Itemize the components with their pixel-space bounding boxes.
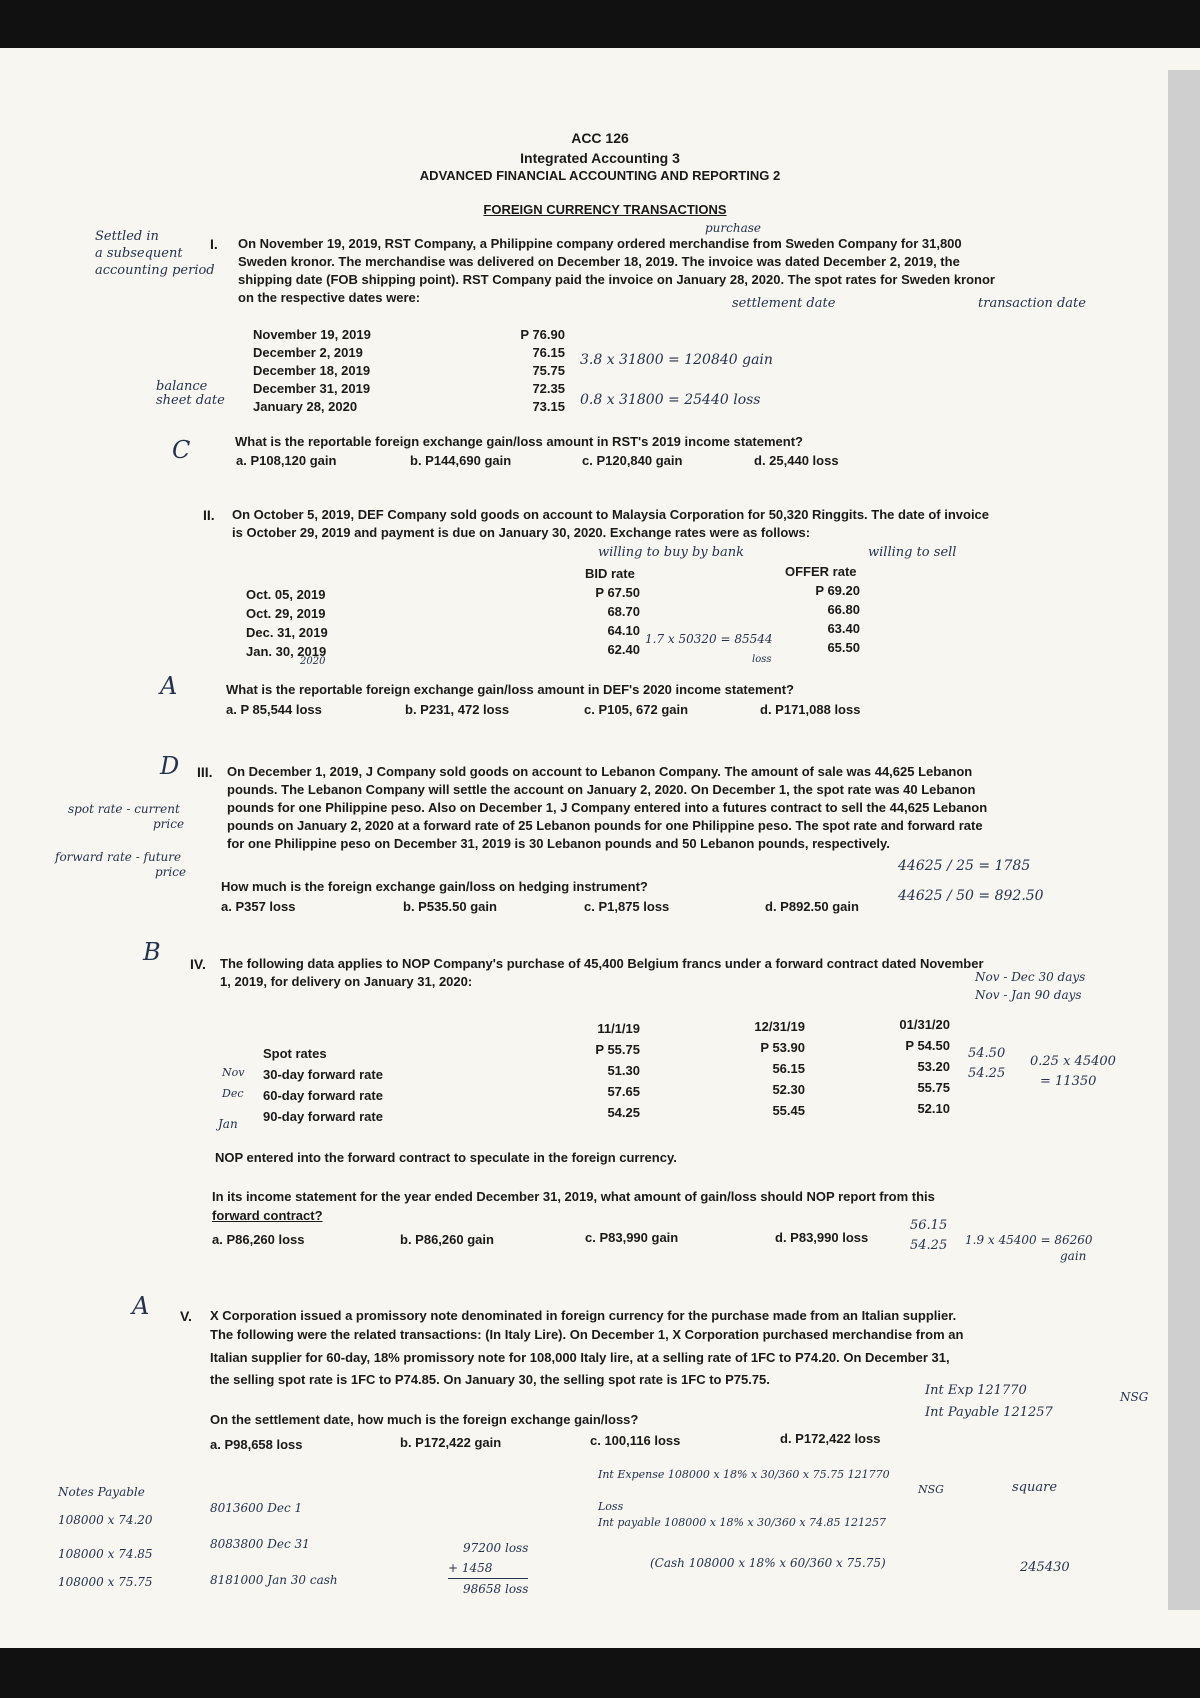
q3-line: for one Philippine peso on December 31, 2019 is 30 Lebanon pounds and 50 Lebanon pounds, respectively.: [227, 836, 890, 851]
q5-choice-c[interactable]: c. 100,116 loss: [590, 1433, 681, 1448]
q4-cell: 54.25: [607, 1105, 640, 1120]
q1-choice-d[interactable]: d. 25,440 loss: [754, 453, 839, 468]
page-edge: [1168, 70, 1200, 1610]
q2-choice-c[interactable]: c. P105, 672 gain: [584, 702, 689, 717]
q4-days-note-2: Nov - Jan 90 days: [975, 988, 1082, 1002]
q5-cash-calc: (Cash 108000 x 18% x 60/360 x 75.75): [650, 1556, 886, 1570]
q2-loss-note: loss: [752, 654, 772, 665]
q5-nsg-note: NSG: [1120, 1390, 1149, 1404]
q1-choice-b[interactable]: b. P144,690 gain: [410, 453, 512, 468]
q1-line: On November 19, 2019, RST Company, a Philippine company ordered merchandise from Sweden Company for 31,800: [238, 236, 962, 251]
q1-date: November 19, 2019: [253, 327, 371, 342]
q4-row-label: 30-day forward rate: [263, 1067, 383, 1082]
q4-choice-d[interactable]: d. P83,990 loss: [775, 1230, 869, 1245]
q2-number: II.: [203, 507, 215, 523]
topic-heading: FOREIGN CURRENCY TRANSACTIONS: [483, 202, 727, 217]
q5-choice-a[interactable]: a. P98,658 loss: [210, 1437, 303, 1452]
q1-purchase-note: purchase: [705, 221, 762, 235]
q4-calc-1: 54.50 54.25: [968, 1046, 1006, 1081]
q5-choice-d[interactable]: d. P172,422 loss: [780, 1431, 881, 1446]
course-code: ACC 126: [571, 130, 629, 146]
q4-question-line: forward contract?: [212, 1208, 323, 1223]
q1-rate: 72.35: [532, 381, 565, 396]
q2-choice-b[interactable]: b. P231, 472 loss: [405, 702, 510, 717]
q2-offer: 65.50: [827, 640, 860, 655]
q4-question-line: In its income statement for the year ended December 31, 2019, what amount of gain/loss should NOP report from this: [212, 1189, 935, 1204]
q5-loss-label: Loss: [598, 1500, 624, 1513]
q4-cell: 55.45: [772, 1103, 805, 1118]
q1-date: December 31, 2019: [253, 381, 371, 396]
q2-offer: 66.80: [827, 602, 860, 617]
q4-line: The following data applies to NOP Company's purchase of 45,400 Belgium francs under a forward contract dated November: [220, 956, 984, 971]
q1-margin-note: Settled in a subsequent accounting period: [95, 229, 215, 278]
q3-choice-a[interactable]: a. P357 loss: [221, 899, 296, 914]
q5-note-values: 8013600 Dec 1 8083800 Dec 31 8181000 Jan 30 cash: [210, 1501, 338, 1587]
q3-calc-2: 44625 / 50 = 892.50: [898, 888, 1044, 904]
q4-calc-2: 56.15 54.25: [910, 1218, 948, 1253]
q2-offer: 63.40: [827, 621, 860, 636]
q4-cell: P 55.75: [595, 1042, 640, 1057]
q2-line: On October 5, 2019, DEF Company sold goods on account to Malaysia Corporation for 50,320 Ringgits. The date of invoice: [232, 507, 990, 522]
q3-choice-b[interactable]: b. P535.50 gain: [403, 899, 497, 914]
q1-date: December 18, 2019: [253, 363, 371, 378]
q2-date: Oct. 05, 2019: [246, 587, 326, 602]
course-title: Integrated Accounting 3: [520, 150, 680, 166]
q2-choice-a[interactable]: a. P 85,544 loss: [226, 702, 322, 717]
q4-col-header: 11/1/19: [597, 1021, 640, 1036]
q2-date: Jan. 30, 2019: [246, 644, 327, 659]
q4-cell: P 54.50: [905, 1038, 950, 1053]
q4-row-note: Jan: [218, 1117, 238, 1131]
q2-answer-mark: A: [160, 672, 178, 700]
q5-square-note: square: [1012, 1480, 1058, 1495]
q1-calc-loss: 0.8 x 31800 = 25440 loss: [580, 392, 761, 408]
q2-buy-note: willing to buy by bank: [598, 545, 745, 560]
q1-number: I.: [210, 236, 218, 252]
q1-rate: 73.15: [532, 399, 565, 414]
q4-choice-b[interactable]: b. P86,260 gain: [400, 1232, 494, 1247]
q4-cell: 57.65: [607, 1084, 640, 1099]
q5-line: Italian supplier for 60-day, 18% promissory note for 108,000 Italy lire, at a selling rate of 1FC to P74.20. On December 31,: [210, 1350, 950, 1365]
q4-days-note-1: Nov - Dec 30 days: [975, 970, 1086, 984]
q5-choice-b[interactable]: b. P172,422 gain: [400, 1435, 502, 1450]
q3-line: pounds. The Lebanon Company will settle the account on January 2, 2020. On December 1, the spot rate was 40 Lebanon: [227, 782, 976, 797]
q1-balance-note: balance sheet date: [156, 379, 225, 408]
q3-forward-note: forward rate - future price: [55, 850, 187, 879]
q2-bid: 64.10: [607, 623, 640, 638]
q5-number: V.: [180, 1308, 192, 1324]
q2-offer-header: OFFER rate: [785, 564, 857, 579]
q5-line: The following were the related transactions: (In Italy Lire). On December 1, X Corporation purchased merchandise from an: [210, 1327, 964, 1342]
q1-rate: P 76.90: [520, 327, 565, 342]
q5-question: On the settlement date, how much is the foreign exchange gain/loss?: [210, 1412, 639, 1427]
q2-bid-header: BID rate: [585, 566, 635, 581]
q4-col-header: 01/31/20: [899, 1017, 950, 1032]
q5-line: the selling spot rate is 1FC to P74.85. On January 30, the selling spot rate is 1FC to P75.75.: [210, 1372, 770, 1387]
q3-number: III.: [197, 764, 213, 780]
q4-line: 1, 2019, for delivery on January 31, 2020:: [220, 974, 473, 989]
q5-notes-payable: Notes Payable 108000 x 74.20 108000 x 74.85 108000 x 75.75: [58, 1485, 153, 1589]
q2-sell-note: willing to sell: [868, 545, 957, 560]
q1-rate: 75.75: [532, 363, 565, 378]
q2-bid: 68.70: [607, 604, 640, 619]
q4-choice-a[interactable]: a. P86,260 loss: [212, 1232, 305, 1247]
q1-settlement-note: settlement date: [732, 296, 836, 311]
q2-date: Oct. 29, 2019: [246, 606, 326, 621]
q5-loss-calc: 97200 loss + 1458 98658 loss: [448, 1538, 528, 1599]
q5-answer-mark: A: [132, 1292, 150, 1320]
q4-row-label: 60-day forward rate: [263, 1088, 383, 1103]
q5-int-expense-calc: Int Expense 108000 x 18% x 30/360 x 75.75 121770: [598, 1468, 890, 1481]
q4-cell: 55.75: [917, 1080, 950, 1095]
q5-line: X Corporation issued a promissory note denominated in foreign currency for the purchase made from an Italian supplier.: [210, 1308, 957, 1323]
q4-cell: 52.30: [772, 1082, 805, 1097]
q1-date: December 2, 2019: [253, 345, 363, 360]
q1-date: January 28, 2020: [253, 399, 358, 414]
q2-choice-d[interactable]: d. P171,088 loss: [760, 702, 861, 717]
q3-question: How much is the foreign exchange gain/loss on hedging instrument?: [221, 879, 648, 894]
q1-rate: 76.15: [532, 345, 565, 360]
q4-cell: 56.15: [772, 1061, 805, 1076]
q3-line: pounds for one Philippine peso. Also on December 1, J Company entered into a futures contract to sell the 44,625 Lebanon: [227, 800, 988, 815]
q3-answer-mark: D: [160, 752, 180, 780]
q1-answer-mark: C: [172, 436, 191, 464]
q5-nsg-note-2: NSG: [918, 1483, 944, 1496]
q3-choice-d[interactable]: d. P892.50 gain: [765, 899, 859, 914]
q4-note: NOP entered into the forward contract to speculate in the foreign currency.: [215, 1150, 677, 1165]
q1-line: Sweden kronor. The merchandise was delivered on December 18, 2019. The invoice was dated December 2, 2019, the: [238, 254, 960, 269]
q2-bid: P 67.50: [595, 585, 640, 600]
q2-date-note: 2020: [300, 656, 326, 667]
q5-total: 245430: [1020, 1560, 1070, 1575]
q2-question: What is the reportable foreign exchange gain/loss amount in DEF's 2020 income statement?: [226, 682, 794, 697]
q1-question: What is the reportable foreign exchange gain/loss amount in RST's 2019 income statement?: [235, 434, 803, 449]
course-subtitle: ADVANCED FINANCIAL ACCOUNTING AND REPORTING 2: [419, 168, 781, 183]
q3-spot-note: spot rate - current price: [68, 802, 185, 831]
q1-choice-a[interactable]: a. P108,120 gain: [236, 453, 337, 468]
q4-row-label: 90-day forward rate: [263, 1109, 383, 1124]
q4-row-label: Spot rates: [263, 1046, 327, 1061]
q3-choice-c[interactable]: c. P1,875 loss: [584, 899, 670, 914]
q2-calc: 1.7 x 50320 = 85544: [645, 632, 773, 646]
q3-line: pounds on January 2, 2020 at a forward rate of 25 Lebanon pounds for one Philippine peso. The spot rate and forward rate: [227, 818, 983, 833]
q4-calc-1b: 0.25 x 45400 = 11350: [1030, 1054, 1116, 1089]
q2-date: Dec. 31, 2019: [246, 625, 328, 640]
q5-interest-note: Int Exp 121770 Int Payable 121257: [925, 1383, 1053, 1420]
q1-choice-c[interactable]: c. P120,840 gain: [582, 453, 683, 468]
q1-transaction-note: transaction date: [978, 296, 1086, 311]
q4-col-header: 12/31/19: [754, 1019, 805, 1034]
q4-answer-mark: B: [143, 938, 161, 966]
q2-offer: P 69.20: [815, 583, 860, 598]
q5-int-payable-calc: Int payable 108000 x 18% x 30/360 x 74.85 121257: [598, 1516, 886, 1529]
q3-calc-1: 44625 / 25 = 1785: [898, 858, 1031, 874]
q4-row-note: Dec: [222, 1087, 244, 1100]
q4-cell: 53.20: [917, 1059, 950, 1074]
q1-line: shipping date (FOB shipping point). RST Company paid the invoice on January 28, 2020. The spot rates for Sweden kronor: [238, 272, 995, 287]
q4-calc-2b: 1.9 x 45400 = 86260 gain: [965, 1233, 1093, 1263]
q4-choice-c[interactable]: c. P83,990 gain: [585, 1230, 679, 1245]
q2-line: is October 29, 2019 and payment is due on January 30, 2020. Exchange rates were as follows:: [232, 525, 811, 540]
q4-cell: 52.10: [917, 1101, 950, 1116]
q4-cell: P 53.90: [760, 1040, 805, 1055]
q1-line: on the respective dates were:: [238, 290, 421, 305]
q4-cell: 51.30: [607, 1063, 640, 1078]
q4-number: IV.: [190, 956, 206, 972]
q1-calc-gain: 3.8 x 31800 = 120840 gain: [580, 352, 773, 368]
q3-line: On December 1, 2019, J Company sold goods on account to Lebanon Company. The amount of sale was 44,625 Lebanon: [227, 764, 973, 779]
q4-row-note: Nov: [222, 1066, 245, 1079]
q2-bid: 62.40: [607, 642, 640, 657]
